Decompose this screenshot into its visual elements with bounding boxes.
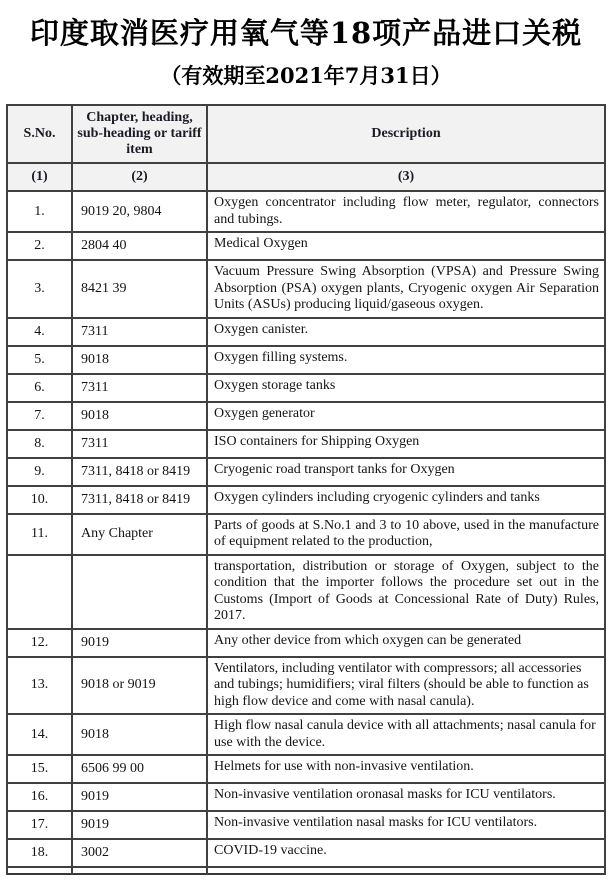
chapter-cell: 9019 bbox=[72, 783, 207, 811]
table-row bbox=[7, 232, 605, 260]
table-row bbox=[7, 555, 605, 629]
chapter-cell: 9019 20, 9804 bbox=[72, 191, 207, 232]
document-title: 印度取消医疗用氧气等18项产品进口关税 bbox=[29, 16, 583, 50]
description-cell: Non-invasive ventilation oronasal masks for ICU ventilators. bbox=[207, 783, 605, 811]
table-row bbox=[7, 318, 605, 346]
table-row bbox=[7, 191, 605, 232]
sno-cell: 15. bbox=[7, 755, 72, 783]
table-body bbox=[7, 191, 605, 867]
description-cell: Oxygen canister. bbox=[207, 318, 605, 346]
table-row bbox=[7, 514, 605, 555]
table-cutoff-section bbox=[7, 867, 605, 874]
description-cell: Oxygen concentrator including flow meter, regulator, connectors and tubings. bbox=[207, 191, 605, 232]
table-row bbox=[7, 657, 605, 715]
description-cell: Any other device from which oxygen can be generated bbox=[207, 629, 605, 657]
chapter-cell: 9018 bbox=[72, 714, 207, 755]
description-cell: Vacuum Pressure Swing Absorption (VPSA) and Pressure Swing Absorption (PSA) oxygen plants, Cryogenic oxygen Air Separation Units (ASUs) producing liquid/gaseous oxygen. bbox=[207, 260, 605, 318]
sno-cell: 1. bbox=[7, 191, 72, 232]
table-row bbox=[7, 402, 605, 430]
chapter-cell: Any Chapter bbox=[72, 514, 207, 555]
sno-cell: 18. bbox=[7, 839, 72, 867]
description-cell: Cryogenic road transport tanks for Oxygen bbox=[207, 458, 605, 486]
chapter-cell: 6506 99 00 bbox=[72, 755, 207, 783]
sno-cell: 17. bbox=[7, 811, 72, 839]
chapter-cell bbox=[72, 867, 207, 874]
description-cell: Oxygen generator bbox=[207, 402, 605, 430]
chapter-cell: 9019 bbox=[72, 629, 207, 657]
description-cell: Helmets for use with non-invasive ventilation. bbox=[207, 755, 605, 783]
chapter-cell: 9019 bbox=[72, 811, 207, 839]
chapter-cell: 7311, 8418 or 8419 bbox=[72, 486, 207, 514]
chapter-cell: 9018 bbox=[72, 402, 207, 430]
table-row bbox=[7, 839, 605, 867]
document-subtitle: （有效期至2021年7月31日） bbox=[160, 63, 452, 88]
table-row bbox=[7, 260, 605, 318]
column-header-chapter: Chapter, heading, sub-heading or tariff item bbox=[72, 105, 207, 163]
description-cell: Non-invasive ventilation nasal masks for ICU ventilators. bbox=[207, 811, 605, 839]
chapter-cell: 3002 bbox=[72, 839, 207, 867]
table-row bbox=[7, 811, 605, 839]
description-cell: Ventilators, including ventilator with compressors; all accessories and tubings; humidifiers; viral filters (should be able to function as high flow device and come with nasal canula). bbox=[207, 657, 605, 715]
table-row bbox=[7, 783, 605, 811]
description-cell: High flow nasal canula device with all attachments; nasal canula for use with the device. bbox=[207, 714, 605, 755]
chapter-cell: 2804 40 bbox=[72, 232, 207, 260]
chapter-cell: 7311, 8418 or 8419 bbox=[72, 458, 207, 486]
table-header-row bbox=[7, 105, 605, 163]
sno-cell: 14. bbox=[7, 714, 72, 755]
table-row bbox=[7, 629, 605, 657]
table-row bbox=[7, 346, 605, 374]
sno-cell: 11. bbox=[7, 514, 72, 555]
sno-cell: 16. bbox=[7, 783, 72, 811]
chapter-cell: 7311 bbox=[72, 318, 207, 346]
sno-cell bbox=[7, 867, 72, 874]
sno-cell: 10. bbox=[7, 486, 72, 514]
table-row bbox=[7, 458, 605, 486]
table-header bbox=[7, 105, 605, 191]
table-row bbox=[7, 486, 605, 514]
sno-cell: 7. bbox=[7, 402, 72, 430]
sno-cell: 13. bbox=[7, 657, 72, 715]
sno-cell: 6. bbox=[7, 374, 72, 402]
table-column-index-row bbox=[7, 163, 605, 191]
table-row bbox=[7, 374, 605, 402]
column-index-1: (1) bbox=[7, 163, 72, 191]
description-cell: Parts of goods at S.No.1 and 3 to 10 above, used in the manufacture of equipment related to the production, bbox=[207, 514, 605, 555]
column-header-sno: S.No. bbox=[7, 105, 72, 163]
description-cell: ISO containers for Shipping Oxygen bbox=[207, 430, 605, 458]
description-cell: transportation, distribution or storage of Oxygen, subject to the condition that the importer follows the procedure set out in the Customs (Import of Goods at Concessional Rate of Duty) Rules, 2017. bbox=[207, 555, 605, 629]
sno-cell: 9. bbox=[7, 458, 72, 486]
description-cell: COVID-19 vaccine. bbox=[207, 839, 605, 867]
chapter-cell: 7311 bbox=[72, 374, 207, 402]
table-row bbox=[7, 430, 605, 458]
chapter-cell: 9018 bbox=[72, 346, 207, 374]
description-cell: Medical Oxygen bbox=[207, 232, 605, 260]
chapter-cell: 7311 bbox=[72, 430, 207, 458]
sno-cell: 4. bbox=[7, 318, 72, 346]
column-index-3: (3) bbox=[207, 163, 605, 191]
sno-cell: 3. bbox=[7, 260, 72, 318]
chapter-cell: 9018 or 9019 bbox=[72, 657, 207, 715]
tariff-table bbox=[6, 104, 606, 875]
table-row bbox=[7, 714, 605, 755]
table-row bbox=[7, 755, 605, 783]
sno-cell: 5. bbox=[7, 346, 72, 374]
partial-cutoff-row bbox=[7, 867, 605, 874]
description-cell bbox=[207, 867, 605, 874]
sno-cell: 2. bbox=[7, 232, 72, 260]
sno-cell: 8. bbox=[7, 430, 72, 458]
description-cell: Oxygen filling systems. bbox=[207, 346, 605, 374]
column-header-description: Description bbox=[207, 105, 605, 163]
chapter-cell: 8421 39 bbox=[72, 260, 207, 318]
chapter-cell bbox=[72, 555, 207, 629]
description-cell: Oxygen storage tanks bbox=[207, 374, 605, 402]
sno-cell bbox=[7, 555, 72, 629]
column-index-2: (2) bbox=[72, 163, 207, 191]
description-cell: Oxygen cylinders including cryogenic cylinders and tanks bbox=[207, 486, 605, 514]
sno-cell: 12. bbox=[7, 629, 72, 657]
document-page bbox=[0, 14, 612, 888]
